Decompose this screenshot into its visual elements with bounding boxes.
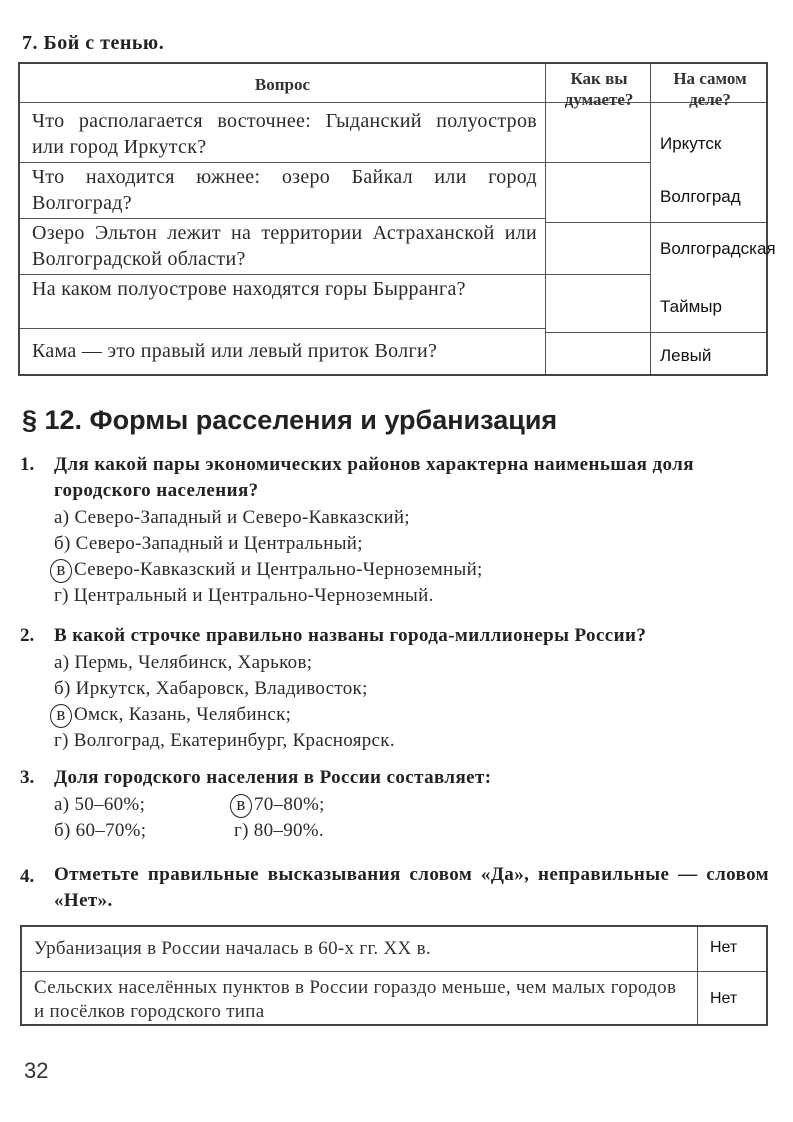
option-text: Северо-Западный и Северо-Кавказский; [74, 507, 410, 528]
option-text: 50–60%; [74, 794, 146, 815]
option-text: Пермь, Челябинск, Харьков; [74, 652, 313, 673]
table-row-answer: Волгоградская [660, 239, 776, 258]
table-row-answer: Левый [660, 346, 712, 365]
table-divider [697, 927, 698, 1024]
answer-option-selected [54, 557, 483, 583]
question-number: 4. [20, 866, 35, 887]
answer-option [54, 531, 363, 556]
option-letter: а) [54, 794, 70, 815]
answer-option-selected [54, 702, 291, 728]
selected-option-circle: в [50, 559, 72, 583]
answer-option [54, 583, 434, 608]
option-letter: г) [54, 585, 69, 606]
column-header-guess: Как вы думаете? [564, 69, 634, 109]
option-letter: б) [54, 678, 71, 699]
table-divider [20, 328, 545, 329]
table-divider [20, 274, 545, 275]
option-text: Северо-Кавказский и Центрально-Черноземный; [74, 559, 483, 580]
table-divider [545, 222, 766, 223]
table-divider [20, 162, 545, 163]
option-text: 80–90%. [253, 820, 324, 841]
option-letter: б) [54, 533, 71, 554]
option-letter: г) [234, 820, 249, 841]
question-text: Доля городского населения в России составляет: [54, 767, 492, 788]
table-row-question: Что находится южнее: озеро Байкал или город Волгоград? [32, 166, 537, 214]
column-header-question: Вопрос [254, 75, 311, 94]
page-number: 32 [24, 1058, 49, 1083]
selected-option-circle: в [230, 794, 252, 818]
table-divider [22, 971, 766, 972]
table-divider [545, 162, 650, 163]
table-row-answer: Волгоград [660, 187, 741, 206]
exercise-7-table [18, 62, 776, 376]
question-text: Отметьте правильные высказывания словом «Да», неправильные — словом «Нет». [54, 864, 769, 911]
table-row-question: Что располагается восточнее: Гыданский полуостров или город Иркутск? [32, 110, 537, 158]
option-text: Волгоград, Екатеринбург, Красноярск. [73, 730, 395, 751]
option-text: Иркутск, Хабаровск, Владивосток; [75, 678, 368, 699]
option-text: Центральный и Центрально-Черноземный. [73, 585, 434, 606]
table-divider [20, 218, 545, 219]
column-header-actual: На самом деле? [673, 69, 747, 109]
table-row-question: Кама — это правый или левый приток Волги? [32, 340, 438, 362]
option-letter: б) [54, 820, 71, 841]
exercise-4-table [20, 925, 768, 1026]
option-text: 60–70%; [75, 820, 147, 841]
option-letter: а) [54, 652, 70, 673]
question-text: В какой строчке правильно названы города-миллионеры России? [54, 625, 647, 646]
option-text: Северо-Западный и Центральный; [75, 533, 363, 554]
answer-option [234, 818, 324, 843]
answer-option [54, 676, 368, 701]
answer-option-selected [234, 792, 325, 818]
section-title: § 12. Формы расселения и урбанизация [22, 405, 558, 435]
option-text: Омск, Казань, Челябинск; [74, 704, 292, 725]
answer-option [54, 650, 312, 675]
table-divider [650, 64, 651, 374]
option-letter: а) [54, 507, 70, 528]
question-number: 2. [20, 625, 35, 646]
answer-option [54, 792, 145, 817]
exercise-7-title: 7. Бой с тенью. [22, 32, 165, 54]
answer-option [54, 505, 410, 530]
table-row-answer: Иркутск [660, 134, 722, 153]
question-text: Для какой пары экономических районов характерна наименьшая доля городского населения? [54, 454, 694, 501]
option-letter: г) [54, 730, 69, 751]
selected-option-circle: в [50, 704, 72, 728]
table-row-question: Озеро Эльтон лежит на территории Астраханской или Волгоградской области? [32, 222, 537, 270]
table-row-statement: Сельских населённых пунктов в России гораздо меньше, чем малых городов и посёлков городского типа [34, 977, 677, 1022]
answer-option [54, 818, 146, 843]
table-divider [545, 274, 650, 275]
table-divider [545, 332, 766, 333]
table-row-question: На каком полуострове находятся горы Бырранга? [32, 278, 466, 300]
table-row-statement: Урбанизация в России началась в 60-х гг. XX в. [34, 938, 431, 959]
question-number: 1. [20, 454, 35, 475]
table-row-answer: Таймыр [660, 297, 722, 316]
answer-option [54, 728, 395, 753]
table-row-answer: Нет [710, 939, 738, 956]
option-text: 70–80%; [254, 794, 325, 815]
table-divider [545, 64, 546, 374]
table-row-answer: Нет [710, 990, 738, 1007]
question-number: 3. [20, 767, 35, 788]
